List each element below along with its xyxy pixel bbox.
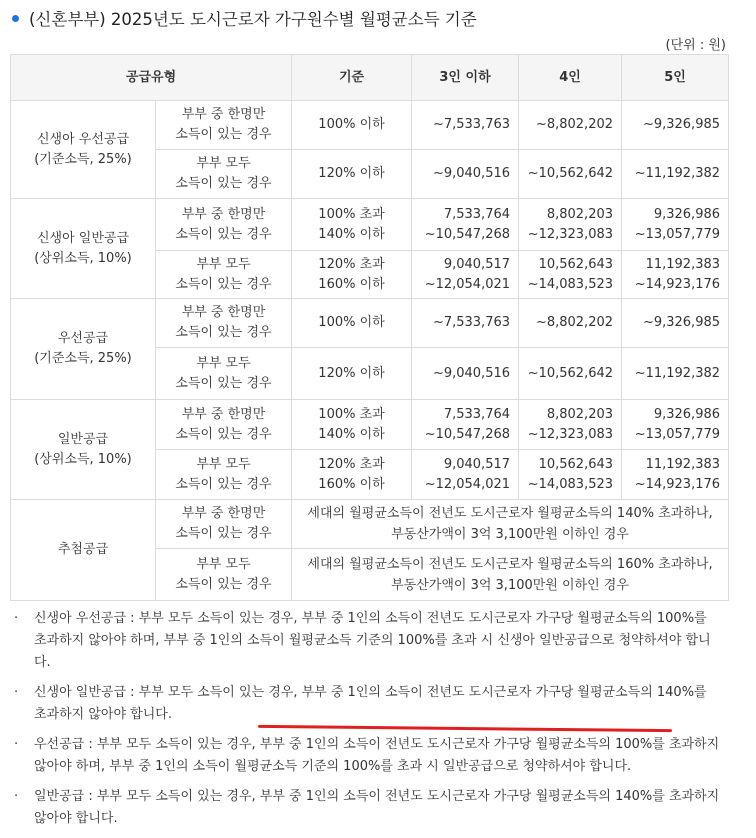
basis-cell-line: 120% 초과	[318, 256, 385, 272]
header-basis: 기준	[292, 55, 412, 101]
table-row	[11, 500, 729, 549]
value-3-or-less-cell-line: ~10,547,268	[424, 426, 511, 442]
income-case-cell-line: 소득이 있는 경우	[175, 127, 272, 142]
table-row	[11, 400, 729, 450]
note-line: 일반공급 : 부부 모두 소득이 있는 경우, 부부 중 1인의 소득이 전년도 도시근로자 가구당 월평균소득의 140%를 초과하지	[34, 789, 720, 804]
table-header-row	[11, 55, 729, 101]
supply-type-cell-line: 일반공급	[57, 431, 109, 447]
lottery-criteria-cell-line: 세대의 월평균소득이 전년도 도시근로자 월평균소득의 160% 초과하나,	[307, 556, 713, 572]
note-bullet-icon: ·	[14, 611, 19, 626]
value-5-cell	[622, 101, 729, 150]
basis-cell	[292, 400, 412, 450]
value-5-cell-line: ~11,192,382	[634, 166, 721, 181]
supply-type-cell-line: (상위소득, 10%)	[34, 451, 132, 467]
header-3-or-less: 3인 이하	[412, 55, 519, 101]
value-3-or-less-cell-line: ~12,054,021	[424, 476, 511, 492]
income-case-cell	[156, 348, 292, 400]
value-4-cell-line: ~10,562,642	[527, 365, 614, 381]
basis-cell	[292, 251, 412, 299]
supply-type-cell	[11, 199, 156, 299]
value-4-cell-line: ~10,562,642	[527, 166, 614, 181]
basis-cell-line: 160% 이하	[318, 476, 385, 492]
basis-cell-line: 140% 이하	[318, 226, 385, 242]
value-3-or-less-cell-line: ~7,533,763	[432, 117, 511, 132]
basis-cell-line: 140% 이하	[318, 426, 385, 442]
income-case-cell	[156, 251, 292, 299]
notes-list	[14, 608, 724, 838]
basis-cell	[292, 450, 412, 500]
basis-cell	[292, 150, 412, 199]
value-4-cell-line: ~12,323,083	[527, 426, 614, 442]
value-5-cell	[622, 348, 729, 400]
value-3-or-less-cell	[412, 348, 519, 400]
value-4-cell-line: ~12,323,083	[527, 226, 614, 242]
note-line: 신생아 우선공급 : 부부 모두 소득이 있는 경우, 부부 중 1인의 소득이 전년도 도시근로자 가구당 월평균소득의 100%를	[34, 611, 707, 626]
value-5-cell-line: ~14,923,176	[634, 276, 721, 292]
value-3-or-less-cell-line: ~9,040,516	[432, 365, 511, 381]
value-5-cell-line: ~9,326,985	[642, 315, 721, 330]
supply-type-cell-line: 신생아 일반공급	[36, 230, 130, 246]
value-4-cell-line: ~14,083,523	[527, 476, 614, 492]
value-5-cell-line: 11,192,383	[645, 256, 721, 272]
value-3-or-less-cell	[412, 400, 519, 450]
value-3-or-less-cell	[412, 251, 519, 299]
page-title-text: (신혼부부) 2025년도 도시근로자 가구원수별 월평균소득 기준	[29, 10, 477, 29]
basis-cell	[292, 348, 412, 400]
note-item	[14, 734, 724, 778]
value-5-cell	[622, 251, 729, 299]
value-3-or-less-cell-line: 9,040,517	[443, 456, 511, 472]
value-4-cell-line: 8,802,203	[546, 206, 614, 222]
basis-cell-line: 100% 이하	[318, 117, 385, 132]
page-title	[12, 6, 477, 30]
value-5-cell	[622, 400, 729, 450]
income-case-cell-line: 부부 모두	[196, 156, 251, 171]
value-3-or-less-cell	[412, 199, 519, 251]
supply-type-cell-line: (기준소득, 25%)	[34, 151, 132, 167]
value-4-cell-line: ~8,802,202	[535, 315, 614, 330]
unit-label: (단위 : 원)	[665, 38, 726, 53]
value-3-or-less-cell	[412, 150, 519, 199]
income-case-cell	[156, 500, 292, 549]
basis-cell-line: 160% 이하	[318, 276, 385, 292]
value-4-cell	[519, 101, 622, 150]
basis-cell	[292, 199, 412, 251]
note-line: 초과하지 않아야 합니다.	[34, 707, 172, 722]
basis-cell-line: 120% 이하	[318, 166, 385, 181]
income-case-cell-line: 부부 모두	[196, 256, 251, 272]
value-4-cell	[519, 400, 622, 450]
note-line: 않아야 합니다.	[34, 811, 118, 826]
basis-cell-line: 100% 이하	[318, 315, 385, 330]
income-case-cell-line: 소득이 있는 경우	[175, 426, 272, 442]
value-5-cell-line: ~13,057,779	[634, 226, 721, 242]
header-supply-type: 공급유형	[11, 55, 292, 101]
income-case-cell-line: 부부 중 한명만	[181, 107, 266, 122]
value-5-cell-line: ~14,923,176	[634, 476, 721, 492]
value-3-or-less-cell-line: ~9,040,516	[432, 166, 511, 181]
table-body	[11, 101, 729, 601]
income-case-cell	[156, 101, 292, 150]
supply-type-cell-line: (기준소득, 25%)	[34, 351, 132, 366]
value-4-cell	[519, 299, 622, 348]
income-case-cell-line: 소득이 있는 경우	[175, 276, 272, 292]
basis-cell	[292, 299, 412, 348]
value-5-cell	[622, 199, 729, 251]
income-case-cell-line: 부부 중 한명만	[181, 206, 266, 222]
value-3-or-less-cell-line: 7,533,764	[443, 206, 511, 222]
note-line: 우선공급 : 부부 모두 소득이 있는 경우, 부부 중 1인의 소득이 전년도 도시근로자 가구당 월평균소득의 100%를 초과하지	[34, 737, 720, 752]
note-bullet-icon: ·	[14, 737, 19, 752]
supply-type-cell	[11, 299, 156, 400]
value-5-cell-line: 9,326,986	[653, 206, 721, 222]
note-bullet-icon: ·	[14, 789, 19, 804]
value-3-or-less-cell	[412, 299, 519, 348]
supply-type-cell	[11, 400, 156, 500]
note-item	[14, 786, 724, 830]
lottery-criteria-cell-line: 세대의 월평균소득이 전년도 도시근로자 월평균소득의 140% 초과하나,	[307, 506, 713, 521]
income-case-cell-line: 부부 모두	[196, 355, 251, 371]
value-4-cell	[519, 348, 622, 400]
income-case-cell	[156, 450, 292, 500]
value-4-cell	[519, 450, 622, 500]
income-case-cell	[156, 150, 292, 199]
lottery-criteria-cell-line: 부동산가액이 3억 3,100만원 이하인 경우	[391, 527, 629, 542]
basis-cell-line: 100% 초과	[318, 206, 385, 222]
basis-cell	[292, 101, 412, 150]
income-table	[10, 54, 729, 601]
supply-type-cell-line: 신생아 우선공급	[36, 131, 130, 147]
basis-cell-line: 120% 이하	[318, 365, 385, 381]
supply-type-cell	[11, 500, 156, 601]
table-row	[11, 199, 729, 251]
table-row	[11, 101, 729, 150]
income-case-cell	[156, 199, 292, 251]
income-case-cell-line: 부부 중 한명만	[181, 406, 266, 422]
supply-type-cell-line: 우선공급	[57, 331, 109, 346]
header-4: 4인	[519, 55, 622, 101]
supply-type-cell	[11, 101, 156, 199]
lottery-criteria-cell-line: 부동산가액이 3억 3,100만원 이하인 경우	[391, 577, 629, 593]
supply-type-cell-line: (상위소득, 10%)	[34, 250, 132, 266]
value-5-cell	[622, 299, 729, 348]
income-case-cell-line: 부부 모두	[196, 556, 251, 572]
value-5-cell-line: 9,326,986	[653, 406, 721, 422]
note-line: 초과하지 않아야 하며, 부부 중 1인의 소득이 월평균소득 기준의 100%를 초과 시 신생아 일반공급으로 청약하셔야 합니다.	[34, 633, 711, 670]
note-item	[14, 608, 724, 674]
income-case-cell-line: 부부 중 한명만	[181, 506, 266, 521]
value-5-cell-line: ~13,057,779	[634, 426, 721, 442]
value-3-or-less-cell-line: 9,040,517	[443, 256, 511, 272]
value-5-cell-line: 11,192,383	[645, 456, 721, 472]
value-4-cell-line: ~8,802,202	[535, 117, 614, 132]
value-4-cell	[519, 199, 622, 251]
income-case-cell-line: 소득이 있는 경우	[175, 476, 272, 492]
value-4-cell-line: ~14,083,523	[527, 276, 614, 292]
value-4-cell	[519, 150, 622, 199]
note-bullet-icon: ·	[14, 685, 19, 700]
basis-cell-line: 100% 초과	[318, 406, 385, 422]
income-case-cell-line: 소득이 있는 경우	[175, 375, 272, 391]
income-case-cell-line: 소득이 있는 경우	[175, 325, 272, 340]
income-case-cell-line: 부부 중 한명만	[181, 305, 266, 320]
income-case-cell-line: 부부 모두	[196, 456, 251, 472]
value-3-or-less-cell-line: ~10,547,268	[424, 226, 511, 242]
supply-type-cell-line: 추첨공급	[57, 542, 109, 557]
income-case-cell	[156, 549, 292, 601]
value-5-cell-line: ~9,326,985	[642, 117, 721, 132]
income-case-cell-line: 소득이 있는 경우	[175, 176, 272, 191]
value-4-cell-line: 10,562,643	[538, 456, 614, 472]
income-case-cell	[156, 400, 292, 450]
value-5-cell-line: ~11,192,382	[634, 365, 721, 381]
table-row	[11, 299, 729, 348]
value-3-or-less-cell	[412, 101, 519, 150]
lottery-criteria-cell	[292, 500, 729, 549]
income-case-cell-line: 소득이 있는 경우	[175, 526, 272, 541]
bullet-dot-icon	[12, 15, 19, 22]
value-3-or-less-cell-line: 7,533,764	[443, 406, 511, 422]
basis-cell-line: 120% 초과	[318, 456, 385, 472]
note-line: 신생아 일반공급 : 부부 모두 소득이 있는 경우, 부부 중 1인의 소득이 전년도 도시근로자 가구당 월평균소득의 140%를	[34, 685, 707, 700]
value-3-or-less-cell-line: ~12,054,021	[424, 276, 511, 292]
value-3-or-less-cell	[412, 450, 519, 500]
note-line: 않아야 하며, 부부 중 1인의 소득이 월평균소득 기준의 100%를 초과 시 일반공급으로 청약하셔야 합니다.	[34, 759, 632, 774]
income-case-cell-line: 소득이 있는 경우	[175, 576, 272, 592]
header-5: 5인	[622, 55, 729, 101]
income-case-cell	[156, 299, 292, 348]
value-4-cell-line: 10,562,643	[538, 256, 614, 272]
value-5-cell	[622, 450, 729, 500]
value-5-cell	[622, 150, 729, 199]
income-case-cell-line: 소득이 있는 경우	[175, 226, 272, 242]
note-item	[14, 682, 724, 726]
value-3-or-less-cell-line: ~7,533,763	[432, 315, 511, 330]
lottery-criteria-cell	[292, 549, 729, 601]
value-4-cell-line: 8,802,203	[546, 406, 614, 422]
value-4-cell	[519, 251, 622, 299]
